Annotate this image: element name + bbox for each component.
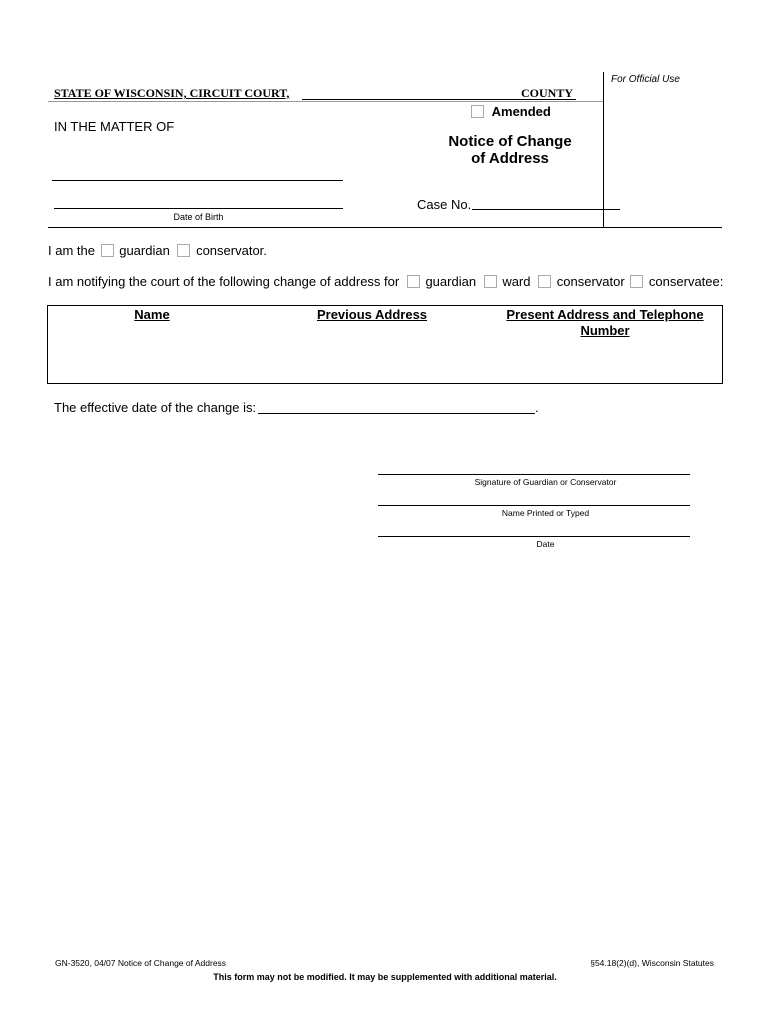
notify-conservatee-checkbox[interactable] — [630, 275, 643, 288]
notify-ward-label: ward — [502, 274, 531, 289]
statute-reference: §54.18(2)(d), Wisconsin Statutes — [590, 958, 714, 968]
role-guardian-checkbox[interactable] — [101, 244, 114, 257]
notify-row — [48, 274, 723, 289]
printed-name-line[interactable] — [378, 505, 690, 506]
modification-notice: This form may not be modified. It may be supplemented with additional material. — [213, 972, 557, 982]
section-rule — [48, 227, 722, 228]
notify-conservator-checkbox[interactable] — [538, 275, 551, 288]
form-title-line1: Notice of Change — [448, 133, 572, 150]
amended-option[interactable] — [471, 104, 551, 119]
dob-label: Date of Birth — [173, 212, 224, 222]
effective-date-line[interactable] — [258, 413, 535, 414]
role-row — [48, 243, 267, 258]
form-title — [420, 133, 600, 167]
role-conservator-label: conservator. — [196, 243, 267, 258]
iam-label: I am the — [48, 243, 95, 258]
printed-name-label: Name Printed or Typed — [501, 508, 590, 518]
effective-date-period: . — [535, 400, 539, 415]
in-matter-label: IN THE MATTER OF — [54, 119, 175, 134]
notify-label: I am notifying the court of the following change of address for — [48, 274, 400, 289]
county-label: COUNTY — [521, 86, 574, 100]
notify-guardian-label: guardian — [425, 274, 477, 289]
date-label: Date — [536, 539, 555, 549]
official-use-label: For Official Use — [611, 74, 680, 85]
role-conservator-checkbox[interactable] — [177, 244, 190, 257]
signature-label: Signature of Guardian or Conservator — [474, 477, 617, 487]
form-id: GN-3520, 04/07 Notice of Change of Address — [55, 958, 227, 968]
notify-conservator-label: conservator — [556, 274, 625, 289]
court-title: STATE OF WISCONSIN, CIRCUIT COURT, — [54, 86, 290, 100]
case-number-label: Case No. — [417, 197, 472, 212]
amended-label: Amended — [491, 104, 551, 119]
amended-checkbox[interactable] — [471, 105, 484, 118]
notify-guardian-checkbox[interactable] — [407, 275, 420, 288]
table-header-previous-address: Previous Address — [316, 307, 428, 322]
matter-name-line[interactable] — [52, 180, 343, 181]
role-guardian-label: guardian — [119, 243, 170, 258]
dob-line[interactable] — [54, 208, 343, 209]
signature-line[interactable] — [378, 474, 690, 475]
county-line[interactable] — [302, 99, 576, 100]
table-header-name: Name — [134, 307, 170, 322]
notify-conservatee-label: conservatee: — [648, 274, 724, 289]
effective-date-label: The effective date of the change is: — [54, 400, 257, 415]
date-line[interactable] — [378, 536, 690, 537]
table-header-present-address: Present Address and Telephone Number — [506, 307, 704, 338]
case-number-line[interactable] — [472, 209, 620, 210]
header-rule — [48, 101, 603, 102]
official-use-divider — [603, 72, 604, 228]
notify-ward-checkbox[interactable] — [484, 275, 497, 288]
form-title-line2: of Address — [471, 150, 549, 167]
